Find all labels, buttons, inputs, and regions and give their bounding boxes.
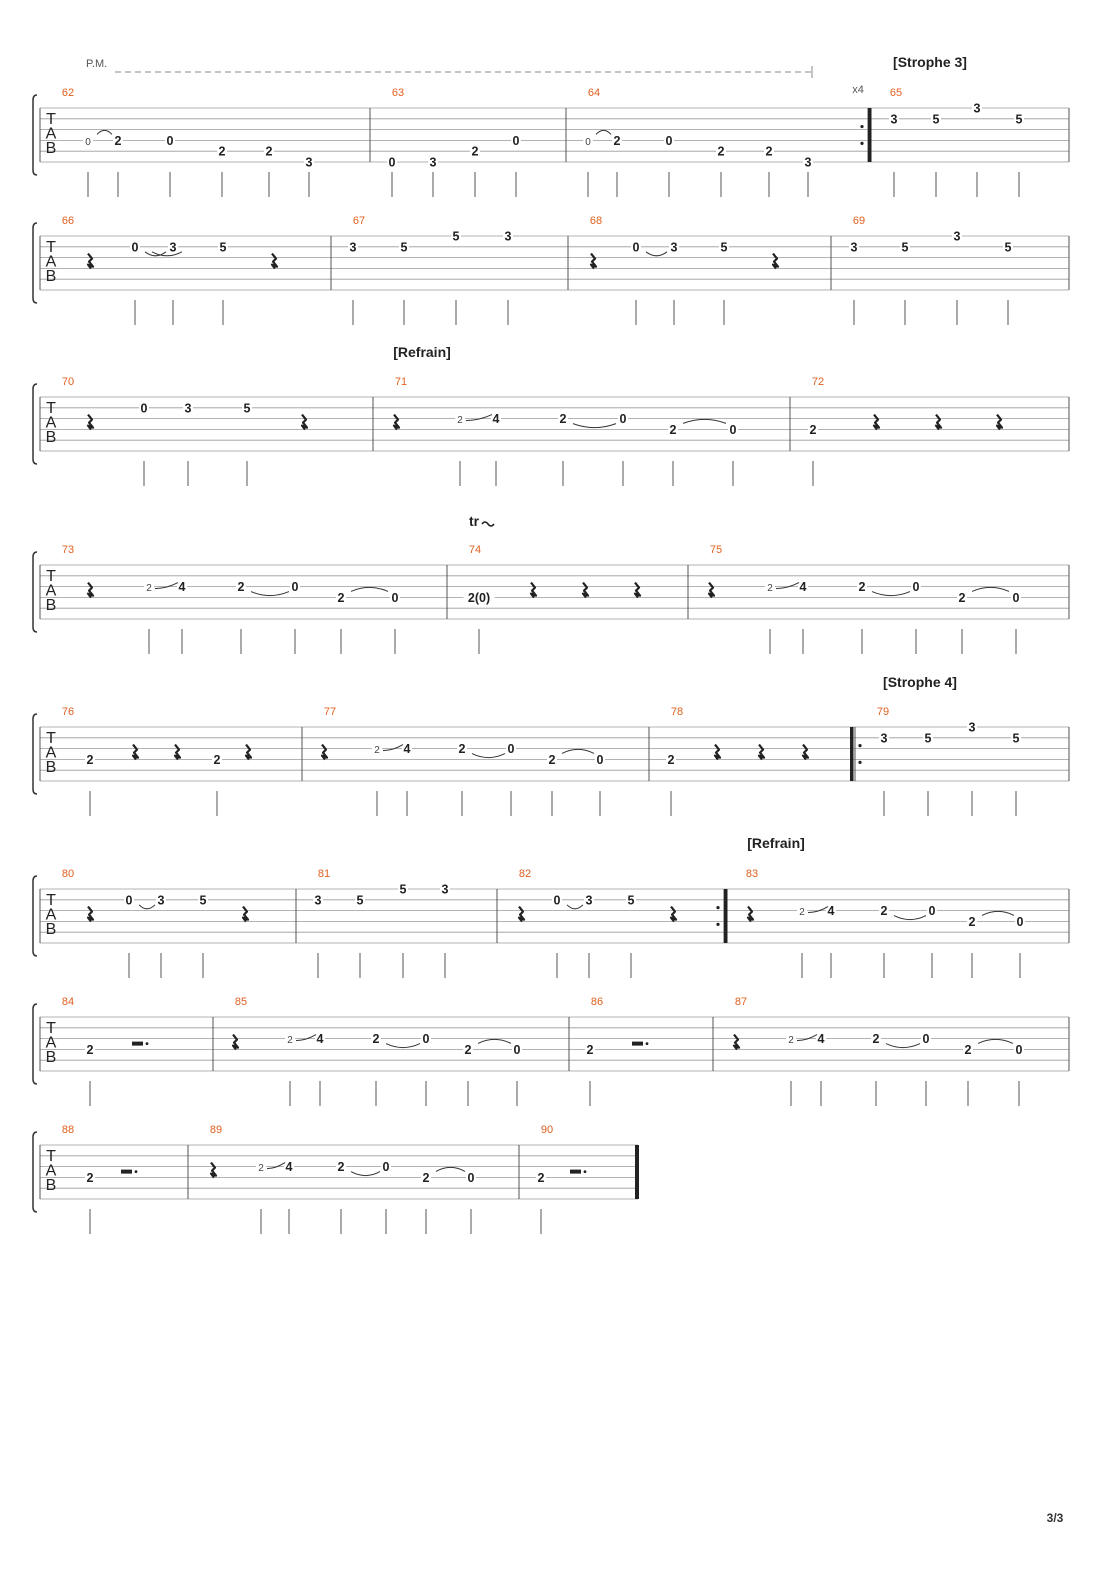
fret-number: 4 (178, 580, 186, 595)
tab-clef-letter: T (46, 730, 56, 747)
dot (146, 1042, 149, 1045)
measure-number: 62 (61, 87, 75, 99)
system-bracket (33, 1004, 37, 1084)
tab-system (33, 384, 1069, 486)
measure-number: 77 (323, 706, 337, 718)
fret-number: 2 (964, 1042, 972, 1057)
measure-number: 80 (61, 868, 75, 880)
fret-number: 2 (613, 133, 621, 148)
fret-number: 2 (667, 752, 675, 767)
repeat-end-thick (868, 108, 872, 162)
fret-number: 5 (400, 240, 408, 255)
measure-number: 65 (889, 87, 903, 99)
repeat-dot (860, 142, 863, 145)
fret-number: 2 (265, 144, 273, 159)
fret-number: 2 (86, 1170, 94, 1185)
tab-system (33, 1132, 638, 1234)
fret-number: 0 (596, 752, 604, 767)
fret-number: 5 (627, 893, 635, 908)
tab-clef-letter: B (45, 921, 57, 938)
fret-number: 0 (512, 133, 520, 148)
repeat-end-thick (724, 889, 728, 943)
repeat-dot (858, 761, 861, 764)
slide-curve (797, 1035, 817, 1041)
fret-number: 3 (349, 240, 357, 255)
fret-number: 2 (86, 1042, 94, 1057)
repeat-start-thick (850, 727, 854, 781)
fret-number: 3 (804, 155, 812, 170)
slide-curve (296, 1035, 316, 1041)
fret-number: 0 (1012, 590, 1020, 605)
tie-arc (436, 1167, 465, 1171)
tab-clef-letter: B (45, 268, 57, 285)
quarter-rest (936, 415, 941, 430)
fret-number: 2 (287, 1035, 293, 1047)
measure-number: 72 (811, 376, 825, 388)
tie-arc (646, 252, 667, 256)
fret-number: 2 (258, 1163, 264, 1175)
final-bar-thick (635, 1145, 639, 1199)
quarter-rest (709, 583, 714, 598)
fret-number: 2 (872, 1032, 880, 1047)
quarter-rest (591, 254, 596, 269)
tie-arc (567, 905, 583, 909)
fret-number: 4 (492, 412, 500, 427)
fret-number: 5 (932, 112, 940, 127)
fret-number: 0 (140, 401, 148, 416)
fret-number: 2 (717, 144, 725, 159)
tab-clef-letter: T (46, 400, 56, 417)
repeat-dot (716, 923, 719, 926)
fret-number: 5 (901, 240, 909, 255)
fret-number: 2 (422, 1170, 430, 1185)
measure-number: 64 (587, 87, 601, 99)
measure-number: 63 (391, 87, 405, 99)
fret-number: 2 (218, 144, 226, 159)
fret-number: 5 (924, 731, 932, 746)
tie-arc (351, 1172, 380, 1176)
measure-number: 83 (745, 868, 759, 880)
measure-number: 87 (734, 996, 748, 1008)
slide-curve (267, 1163, 285, 1169)
quarter-rest (874, 415, 879, 430)
fret-number: 3 (429, 155, 437, 170)
fret-number: 2 (809, 422, 817, 437)
quarter-rest (519, 907, 524, 922)
fret-number: 2 (559, 412, 567, 427)
tab-clef-letter: A (45, 1162, 57, 1180)
fret-number: 0 (922, 1032, 930, 1047)
measure-number: 82 (518, 868, 532, 880)
fret-number: 2 (457, 415, 463, 427)
tie-arc (251, 592, 289, 596)
fret-number: 2 (471, 144, 479, 159)
fret-number: 3 (880, 731, 888, 746)
tab-clef-letter: B (45, 1049, 57, 1066)
tab-clef-letter: T (46, 1148, 56, 1165)
measure-number: 73 (61, 544, 75, 556)
fret-number: 0 (125, 893, 133, 908)
tab-clef-letter: A (45, 414, 57, 432)
measure-number: 70 (61, 376, 75, 388)
fret-number: 0 (513, 1042, 521, 1057)
tab-clef-letter: T (46, 568, 56, 585)
dot (135, 1170, 138, 1173)
half-rest (632, 1042, 643, 1046)
measure-number: 78 (670, 706, 684, 718)
tie-arc (872, 592, 910, 596)
quarter-rest (734, 1035, 739, 1050)
tie-arc (472, 754, 505, 758)
fret-number: 0 (665, 133, 673, 148)
slide-curve (808, 907, 828, 913)
fret-number: 0 (467, 1170, 475, 1185)
quarter-rest (635, 583, 640, 598)
fret-number: 0 (85, 136, 91, 148)
system-bracket (33, 95, 37, 175)
fret-number: 5 (356, 893, 364, 908)
fret-number: 0 (553, 893, 561, 908)
fret-number: 5 (720, 240, 728, 255)
measure-number: 79 (876, 706, 890, 718)
fret-number: 4 (285, 1160, 293, 1175)
tab-clef-letter: T (46, 111, 56, 128)
fret-number: 5 (1004, 240, 1012, 255)
fret-number: 5 (1012, 731, 1020, 746)
half-rest (121, 1170, 132, 1174)
fret-number: 0 (388, 155, 396, 170)
trill-wave (482, 522, 494, 526)
tab-clef-letter: T (46, 239, 56, 256)
tab-clef-letter: B (45, 759, 57, 776)
tab-clef-letter: A (45, 744, 57, 762)
fret-number: 2 (213, 752, 221, 767)
fret-number: 0 (291, 580, 299, 595)
fret-number: 3 (968, 720, 976, 735)
quarter-rest (748, 907, 753, 922)
slide-curve (155, 583, 178, 589)
fret-number: 3 (169, 240, 177, 255)
tie-arc (683, 419, 726, 423)
slide-curve (776, 583, 799, 589)
section-label: [Strophe 4] (883, 674, 957, 690)
section-label: [Refrain] (747, 835, 805, 851)
tab-clef-letter: A (45, 253, 57, 271)
fret-number: 5 (1015, 112, 1023, 127)
fret-number: 0 (632, 240, 640, 255)
fret-number: 5 (199, 893, 207, 908)
repeat-dot (716, 906, 719, 909)
measure-number: 69 (852, 215, 866, 227)
system-bracket (33, 552, 37, 632)
fret-number: 2 (880, 904, 888, 919)
fret-number: 0 (619, 412, 627, 427)
quarter-rest (272, 254, 277, 269)
measure-number: 88 (61, 1124, 75, 1136)
fret-number: 5 (219, 240, 227, 255)
tie-arc (139, 905, 155, 909)
measure-number: 68 (589, 215, 603, 227)
quarter-rest (302, 415, 307, 430)
fret-number: 2 (586, 1042, 594, 1057)
tab-system (33, 95, 1069, 197)
fret-number: 0 (422, 1032, 430, 1047)
quarter-rest (773, 254, 778, 269)
tab-clef-letter: A (45, 125, 57, 143)
quarter-rest (997, 415, 1002, 430)
fret-number: 2 (548, 752, 556, 767)
quarter-rest (671, 907, 676, 922)
half-rest (132, 1042, 143, 1046)
tie-arc (886, 1044, 920, 1048)
fret-number: 3 (184, 401, 192, 416)
tie-arc (573, 424, 616, 428)
quarter-rest (211, 1163, 216, 1178)
fret-number: 2 (337, 590, 345, 605)
quarter-rest (759, 745, 764, 760)
quarter-rest (531, 583, 536, 598)
fret-number: 2 (968, 914, 976, 929)
fret-number: 0 (382, 1160, 390, 1175)
quarter-rest (394, 415, 399, 430)
fret-number: 2 (464, 1042, 472, 1057)
fret-number: 2 (374, 745, 380, 757)
fret-number: 3 (305, 155, 313, 170)
quarter-rest (175, 745, 180, 760)
fret-number: 0 (585, 136, 591, 148)
repeat-count: x4 (852, 84, 864, 96)
repeat-dot (860, 125, 863, 128)
half-rest (570, 1170, 581, 1174)
tab-clef-letter: B (45, 140, 57, 157)
measure-number: 86 (590, 996, 604, 1008)
fret-number: 4 (403, 742, 411, 757)
fret-number: 3 (973, 101, 981, 116)
system-bracket (33, 384, 37, 464)
quarter-rest (715, 745, 720, 760)
measure-number: 75 (709, 544, 723, 556)
tab-clef-letter: A (45, 906, 57, 924)
fret-number: 4 (817, 1032, 825, 1047)
tie-arc (894, 916, 926, 920)
fret-number: 3 (670, 240, 678, 255)
fret-number: 0 (1016, 914, 1024, 929)
quarter-rest (243, 907, 248, 922)
fret-number: 2 (537, 1170, 545, 1185)
quarter-rest (88, 583, 93, 598)
fret-number: 4 (799, 580, 807, 595)
measure-number: 90 (540, 1124, 554, 1136)
fret-number: 0 (166, 133, 174, 148)
quarter-rest (133, 745, 138, 760)
fret-number: 0 (729, 422, 737, 437)
system-bracket (33, 876, 37, 956)
fret-number: 2 (86, 752, 94, 767)
tab-system (33, 223, 1069, 325)
fret-number: 2 (765, 144, 773, 159)
fret-number: 0 (928, 904, 936, 919)
fret-number: 2 (767, 583, 773, 595)
measure-number: 89 (209, 1124, 223, 1136)
tab-clef-letter: B (45, 1177, 57, 1194)
tie-arc (982, 911, 1014, 915)
measure-number: 67 (352, 215, 366, 227)
measure-number: 66 (61, 215, 75, 227)
tab-clef-letter: A (45, 1034, 57, 1052)
fret-number: 2 (958, 590, 966, 605)
fret-number: 0 (391, 590, 399, 605)
fret-number: 3 (157, 893, 165, 908)
fret-number: 2 (372, 1032, 380, 1047)
measure-number: 76 (61, 706, 75, 718)
measure-number: 71 (394, 376, 408, 388)
tab-system (33, 876, 1069, 978)
quarter-rest (88, 254, 93, 269)
tab-clef-letter: A (45, 582, 57, 600)
fret-number: 5 (399, 882, 407, 897)
fret-number: 0 (912, 580, 920, 595)
slide-curve (383, 745, 403, 751)
fret-number: 2 (458, 742, 466, 757)
fret-number: 3 (850, 240, 858, 255)
quarter-rest (322, 745, 327, 760)
fret-number: 2 (337, 1160, 345, 1175)
fret-number: 2 (788, 1035, 794, 1047)
dot (584, 1170, 587, 1173)
tie-arc (972, 587, 1009, 591)
fret-number: 2 (114, 133, 122, 148)
tab-clef-letter: B (45, 429, 57, 446)
palm-mute-label: P.M. (86, 58, 108, 70)
system-bracket (33, 223, 37, 303)
quarter-rest (88, 415, 93, 430)
measure-number: 81 (317, 868, 331, 880)
section-label: [Refrain] (393, 344, 451, 360)
fret-number: 2 (669, 422, 677, 437)
fret-number: 3 (504, 229, 512, 244)
tie-arc (97, 130, 112, 134)
fret-number: 3 (585, 893, 593, 908)
tab-clef-letter: T (46, 892, 56, 909)
fret-number: 4 (316, 1032, 324, 1047)
fret-number: 3 (314, 893, 322, 908)
page-number: 3/3 (1046, 1511, 1064, 1525)
measure-number: 85 (234, 996, 248, 1008)
fret-number: 0 (131, 240, 139, 255)
trill-label: tr (468, 513, 480, 529)
tab-system (33, 552, 1069, 654)
fret-number: 0 (507, 742, 515, 757)
section-label: [Strophe 3] (893, 54, 967, 70)
tie-arc (478, 1039, 511, 1043)
tab-clef-letter: T (46, 1020, 56, 1037)
system-bracket (33, 714, 37, 794)
slide-curve (466, 415, 492, 421)
tie-arc (386, 1044, 420, 1048)
fret-number: 2(0) (467, 590, 491, 605)
fret-number: 2 (858, 580, 866, 595)
tab-clef-letter: B (45, 597, 57, 614)
quarter-rest (803, 745, 808, 760)
fret-number: 4 (827, 904, 835, 919)
system-bracket (33, 1132, 37, 1212)
fret-number: 2 (237, 580, 245, 595)
tie-arc (562, 749, 594, 753)
repeat-dot (858, 744, 861, 747)
quarter-rest (88, 907, 93, 922)
fret-number: 5 (243, 401, 251, 416)
quarter-rest (246, 745, 251, 760)
fret-number: 0 (1015, 1042, 1023, 1057)
fret-number: 3 (953, 229, 961, 244)
fret-number: 2 (799, 907, 805, 919)
measure-number: 84 (61, 996, 75, 1008)
quarter-rest (583, 583, 588, 598)
tie-arc (596, 130, 611, 134)
dot (646, 1042, 649, 1045)
tie-arc (351, 587, 388, 591)
tie-arc (978, 1039, 1013, 1043)
fret-number: 2 (146, 583, 152, 595)
quarter-rest (233, 1035, 238, 1050)
measure-number: 74 (468, 544, 482, 556)
fret-number: 3 (441, 882, 449, 897)
tab-system (33, 1004, 1069, 1106)
fret-number: 3 (890, 112, 898, 127)
fret-number: 5 (452, 229, 460, 244)
